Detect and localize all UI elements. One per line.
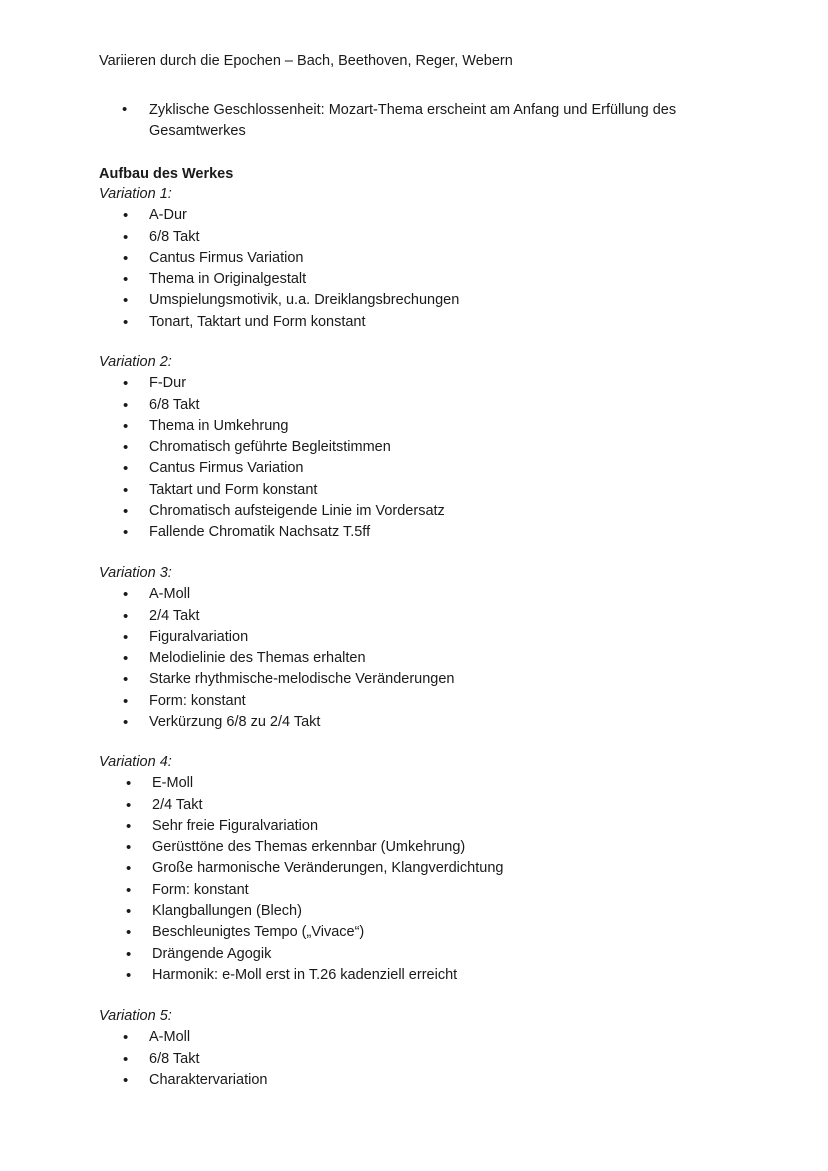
list-item: • Charaktervariation — [99, 1070, 739, 1091]
list-item: • F-Dur — [99, 373, 739, 394]
list-item: • 6/8 Takt — [99, 395, 739, 416]
list-item: • Sehr freie Figuralvariation — [99, 816, 739, 837]
list-item: • Starke rhythmische-melodische Veränderungen — [99, 669, 739, 690]
variation-title: Variation 3: — [99, 565, 172, 581]
list-item: • 6/8 Takt — [99, 227, 739, 248]
variation-list — [99, 584, 739, 733]
list-item: • Chromatisch geführte Begleitstimmen — [99, 437, 739, 458]
variation-title: Variation 4: — [99, 754, 172, 770]
list-item: • Chromatisch aufsteigende Linie im Vordersatz — [99, 501, 739, 522]
variation-title: Variation 2: — [99, 354, 172, 370]
list-item: • E-Moll — [99, 773, 739, 794]
intro-list — [149, 100, 719, 141]
variation-list — [99, 773, 739, 986]
page-header: Variieren durch die Epochen – Bach, Beethoven, Reger, Webern — [99, 53, 513, 69]
list-item: • Thema in Originalgestalt — [99, 269, 739, 290]
list-item: • Fallende Chromatik Nachsatz T.5ff — [99, 522, 739, 543]
list-item: • Harmonik: e-Moll erst in T.26 kadenziell erreicht — [99, 965, 739, 986]
variation-title: Variation 1: — [99, 186, 172, 202]
list-item: • Figuralvariation — [99, 627, 739, 648]
list-item: • Form: konstant — [99, 691, 739, 712]
variation-title: Variation 5: — [99, 1008, 172, 1024]
list-item: • 2/4 Takt — [99, 795, 739, 816]
list-item: • Gerüsttöne des Themas erkennbar (Umkehrung) — [99, 837, 739, 858]
variation-5 — [99, 1006, 739, 1091]
list-item: • A-Dur — [99, 205, 739, 226]
variation-list — [99, 205, 739, 333]
variation-list — [99, 1027, 739, 1091]
list-item: • A-Moll — [99, 584, 739, 605]
list-item: • Form: konstant — [99, 880, 739, 901]
list-item: • Taktart und Form konstant — [99, 480, 739, 501]
list-item: • Große harmonische Veränderungen, Klangverdichtung — [99, 858, 739, 879]
list-item: • Klangballungen (Blech) — [99, 901, 739, 922]
list-item: • Beschleunigtes Tempo („Vivace“) — [99, 922, 739, 943]
list-item: • Tonart, Taktart und Form konstant — [99, 312, 739, 333]
list-item: • 2/4 Takt — [99, 606, 739, 627]
variation-list — [99, 373, 739, 543]
variation-1 — [99, 184, 739, 333]
list-item: • Thema in Umkehrung — [99, 416, 739, 437]
list-item: • Melodielinie des Themas erhalten — [99, 648, 739, 669]
section-heading: Aufbau des Werkes — [99, 166, 234, 182]
list-item: • Drängende Agogik — [99, 944, 739, 965]
list-item: • Cantus Firmus Variation — [99, 248, 739, 269]
list-item: • Cantus Firmus Variation — [99, 458, 739, 479]
list-item: • 6/8 Takt — [99, 1049, 739, 1070]
list-item: • Zyklische Geschlossenheit: Mozart-Thema erscheint am Anfang und Erfüllung des Gesamtwerkes — [149, 100, 719, 141]
variation-2 — [99, 352, 739, 544]
list-item: • A-Moll — [99, 1027, 739, 1048]
list-item: • Umspielungsmotivik, u.a. Dreiklangsbrechungen — [99, 290, 739, 311]
variation-3 — [99, 563, 739, 733]
list-item: • Verkürzung 6/8 zu 2/4 Takt — [99, 712, 739, 733]
variation-4 — [99, 752, 739, 986]
